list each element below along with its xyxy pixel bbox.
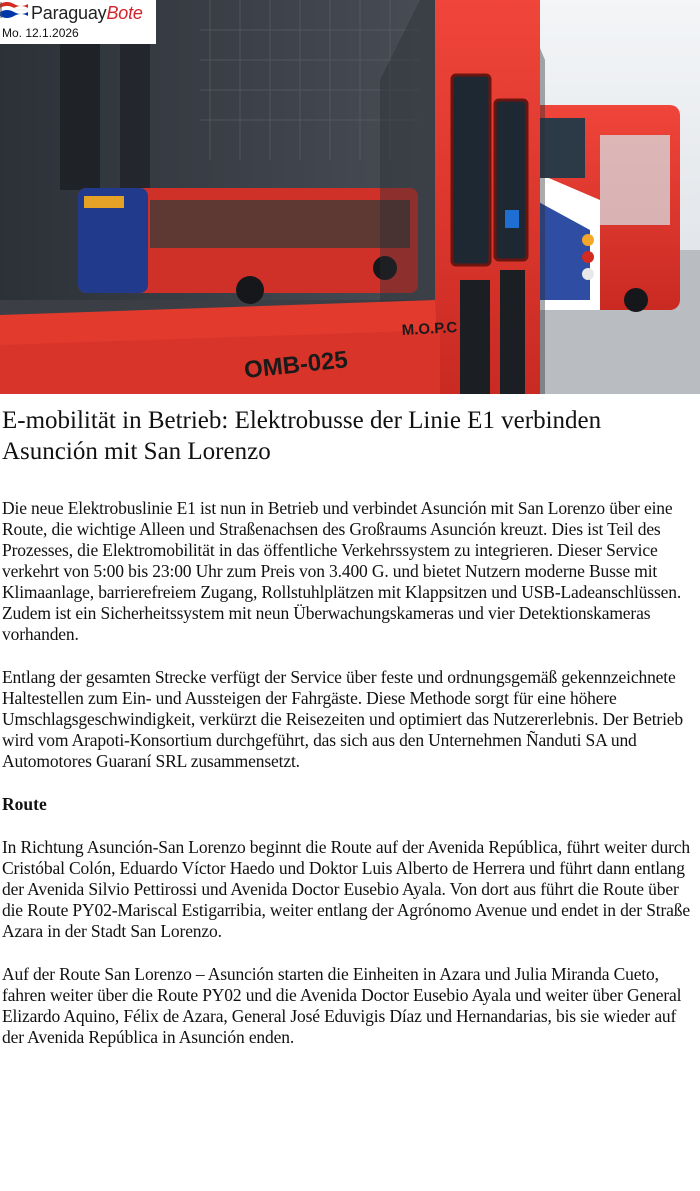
- article-title: E-mobilität in Betrieb: Elektrobusse der Linie E1 verbinden Asunción mit San Lorenzo: [2, 407, 602, 465]
- electric-bus-photo: [0, 0, 700, 394]
- route-paragraph-2: Auf der Route San Lorenzo – Asunción starten die Einheiten in Azara und Julia Miranda Cueto, fahren weiter über die Route PY02 und die Avenida Doctor Eusebio Ayala und weiter über General Elizardo Aquino, Félix de Azara, General José Eduvigis Díaz und Hernandarias, bis sie wieder auf der Avenida República in Asunción enden.: [2, 964, 682, 1047]
- hero-image: [0, 0, 700, 394]
- bus-mopc-text: M.O.P.C: [401, 319, 458, 339]
- article-paragraph-2: Entlang der gesamten Strecke verfügt der Service über feste und ordnungsgemäß gekennzeichnete Haltestellen zum Ein- und Aussteigen der Fahrgäste. Diese Methode sorgt für eine höhere Umschlagsgeschwindigkeit, verkürzt die Reisezeiten und optimiert das Nutzererlebnis. Der Betrieb wird vom Arapoti-Konsortium durchgeführt, das sich aus den Unternehmen Ñanduti SA und Automotores Guaraní SRL zusammensetzt.: [2, 667, 684, 771]
- route-paragraph-1: In Richtung Asunción-San Lorenzo beginnt die Route auf der Avenida República, führt weiter durch Cristóbal Colón, Eduardo Víctor Haedo und Doktor Luis Alberto de Herrera und führt dann entlang der Avenida Silvio Pettirossi und Avenida Doctor Eusebio Ayala. Von dort aus führt die Route über die Route PY02-Mariscal Estigarribia, weiter entlang der Agrónomo Avenue und endet in der Straße Azara in der Stadt San Lorenzo.: [2, 837, 691, 941]
- paraguay-flag-icon: [0, 0, 28, 18]
- article-paragraph-1: Die neue Elektrobuslinie E1 ist nun in Betrieb und verbindet Asunción mit San Lorenzo über eine Route, die wichtige Alleen und Straßenachsen des Großraums Asunción kreuzt. Dies ist Teil des Prozesses, die Elektromobilität in das öffentliche Verkehrssystem zu integrieren. Dieser Service verkehrt von 5:00 bis 23:00 Uhr zum Preis von 3.400 G. und bietet Nutzern moderne Busse mit Klimaanlage, barrierefreiem Zugang, Rollstuhlplätzen mit Klappsitzen und USB-Ladeanschlüssen. Zudem ist ein Sicherheitssystem mit neun Überwachungskameras und vier Detektionskameras vorhanden.: [2, 498, 682, 644]
- site-logo[interactable]: [0, 0, 156, 44]
- article-body: [0, 405, 700, 1048]
- section-heading-route: Route: [2, 794, 47, 814]
- brand-main: Paraguay: [31, 3, 107, 23]
- bus-plate-text: OMB-025: [242, 346, 350, 384]
- brand-accent: Bote: [106, 3, 143, 23]
- brand-name[interactable]: [31, 3, 143, 24]
- publish-date: Mo. 12.1.2026: [2, 26, 79, 40]
